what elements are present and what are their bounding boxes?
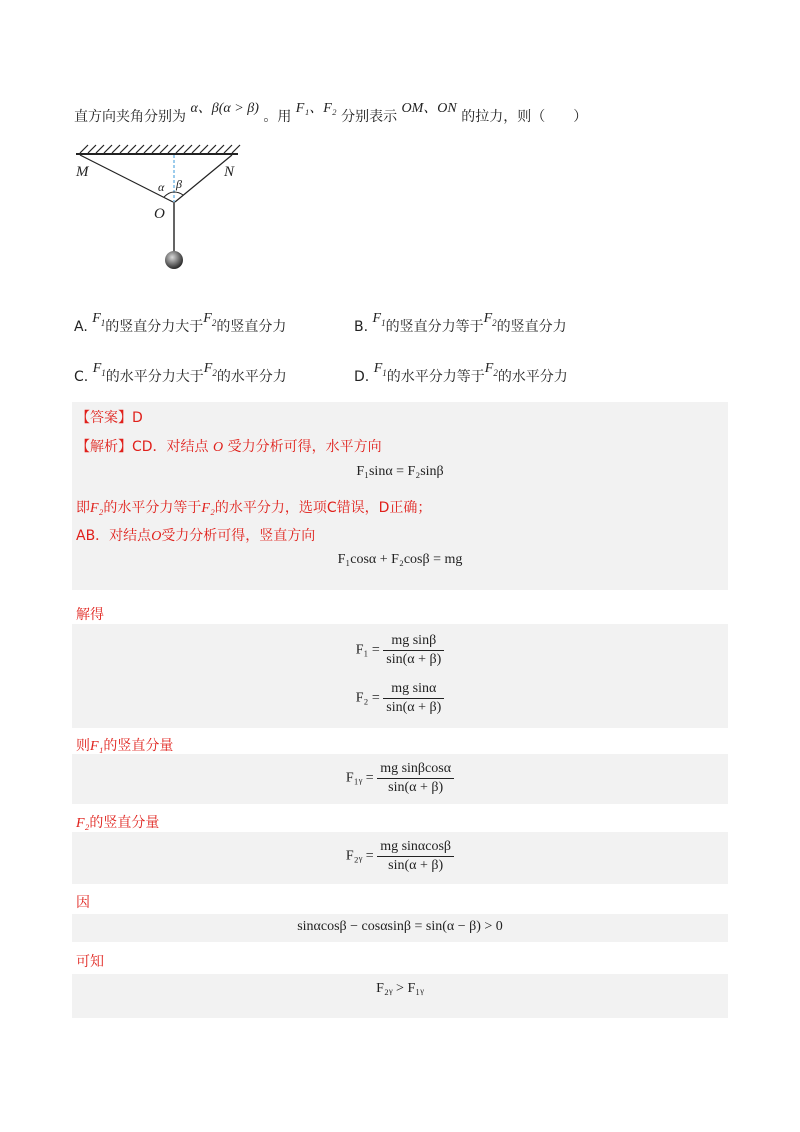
label-o: O [154,206,165,222]
option-end: 的竖直分力 [216,319,287,335]
solve-label: 解得 [76,607,104,623]
label-m: M [76,164,89,180]
option-f1: $F_1$ [373,361,387,378]
option-f2: $F_2$ [203,311,217,328]
label-beta: β [176,177,182,191]
option-f1: $F_1$ [92,311,106,328]
option-mid: 的水平分力大于 [105,369,204,385]
question-use-text: 。用 [263,109,292,125]
option-f2: $F_2$ [203,361,217,378]
option-letter: C. [74,369,89,385]
option-mid: 的竖直分力等于 [385,319,484,335]
question-tail: 的拉力，则（ ） [461,109,588,125]
option-d[interactable] [354,361,568,387]
ball [165,251,183,269]
answer-label: 【答案】D [76,410,143,426]
option-letter: A. [74,319,88,335]
label-n: N [224,164,235,180]
option-f2: $F_2$ [483,311,497,328]
option-b[interactable] [354,311,567,337]
equation-f1y: F₁ᵧ = $\frac{\text{mg sinβcosα}}{\sin(\alpha + \beta)}$ [72,760,728,797]
question-line [74,101,588,126]
ropes-expression: OM、ON [401,101,457,116]
ab-line: AB．对结点O受力分析可得，竖直方向 [76,528,316,544]
option-mid: 的水平分力等于 [386,369,485,385]
equation-f2: F₂ = $\frac{\text{mg sinα}}{\sin(\alpha + \beta)}$ [72,680,728,717]
equation-horizontal: F₁sinα = F₂sinβ [356,464,444,479]
option-end: 的竖直分力 [496,319,567,335]
option-end: 的水平分力 [497,369,568,385]
label-alpha: α [158,180,165,194]
option-f2: $F_2$ [484,361,498,378]
option-letter: B. [354,319,369,335]
option-f1: $F_1$ [372,311,386,328]
hence-label: 可知 [76,954,104,970]
option-letter: D. [354,369,370,385]
analysis-line: 【解析】CD．对结点 O 受力分析可得，水平方向 [76,439,382,455]
equation-final: F₂ᵧ > F₁ᵧ [376,981,424,996]
f2-vertical-label: F₂的竖直分量 [76,815,160,831]
option-end: 的水平分力 [216,369,287,385]
option-f1: $F_1$ [92,361,106,378]
equation-vertical: F₁cosα + F₂cosβ = mg [337,552,463,567]
question-denote-text: 分别表示 [341,109,398,125]
f1-vertical-label: 则F₁的竖直分量 [76,738,174,754]
conclusion-line: 即F₂的水平分力等于F₂的水平分力，选项C错误，D正确； [76,500,432,516]
option-c[interactable] [74,361,287,387]
rope-om [80,155,173,202]
option-mid: 的竖直分力大于 [105,319,204,335]
question-prefix: 直方向夹角分别为 [74,109,186,125]
equation-difference: sinαcosβ − cosαsinβ = sin(α − β) > 0 [297,919,503,934]
option-a[interactable] [74,311,287,337]
because-label: 因 [76,895,90,911]
ceiling-hatch [80,145,240,153]
angles-expression: α、β(α > β) [190,101,259,116]
equation-f2y: F₂ᵧ = $\frac{\text{mg sinαcosβ}}{\sin(\alpha + \beta)}$ [72,838,728,875]
equation-f1: F₁ = $\frac{\text{mg sinβ}}{\sin(\alpha + \beta)}$ [72,632,728,669]
pendulum-figure [72,140,252,280]
forces-expression: F₁、F₂ [295,101,337,116]
